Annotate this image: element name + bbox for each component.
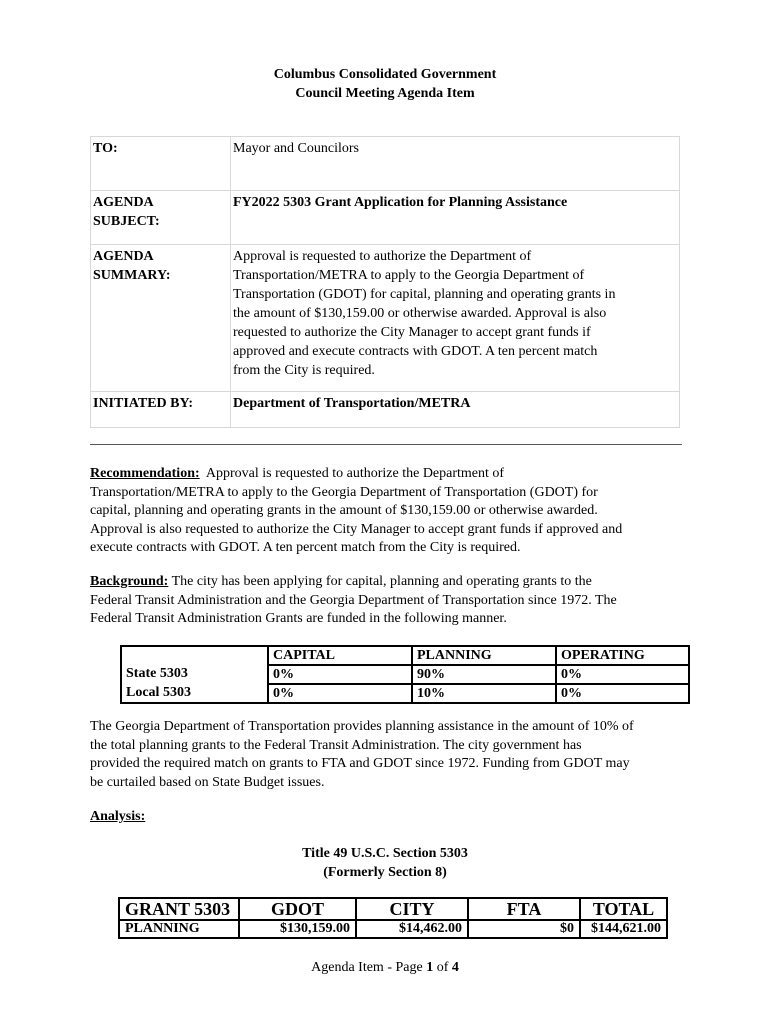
subject-label: AGENDA SUBJECT: [91, 191, 231, 245]
grant-header-total: TOTAL [580, 898, 667, 920]
funding-cell: 10% [412, 684, 556, 703]
to-value: Mayor and Councilors [231, 137, 680, 191]
summary-value: Approval is requested to authorize the Department of Transportation/METRA to apply to the Georgia Department of Transportation (GDOT) for capital, planning and operating grants in the amount of $130,159.00 or otherwise awarded. Approval is also requested to authorize the City Manager to accept grant funds if approved and execute contracts with GDOT. A ten percent match from the City is required. [231, 245, 680, 392]
grant-header-gdot: GDOT [239, 898, 356, 920]
grant-header-fta: FTA [468, 898, 580, 920]
funding-cell: 0% [556, 684, 689, 703]
analysis-title [0, 844, 770, 882]
funding-row-state [121, 665, 689, 684]
funding-corner-cell [121, 646, 268, 665]
grant-cell-fta: $0 [468, 920, 580, 938]
funding-cell: 0% [268, 665, 412, 684]
grant-header-row [119, 898, 667, 920]
initiated-label: INITIATED BY: [91, 392, 231, 428]
grant-cell-gdot: $130,159.00 [239, 920, 356, 938]
funding-header-capital: CAPITAL [268, 646, 412, 665]
funding-cell: 0% [556, 665, 689, 684]
funding-row-label: State 5303 [121, 665, 268, 684]
funding-header-row [121, 646, 689, 665]
grant-cell-total: $144,621.00 [580, 920, 667, 938]
grant-row-label: PLANNING [119, 920, 239, 938]
funding-table [120, 645, 690, 704]
funding-row-label: Local 5303 [121, 684, 268, 703]
funding-cell: 0% [268, 684, 412, 703]
analysis-heading: Analysis: [90, 809, 146, 824]
page-footer: Agenda Item - Page 1 of 4 [311, 960, 459, 975]
funding-header-operating: OPERATING [556, 646, 689, 665]
summary-label: AGENDA SUMMARY: [91, 245, 231, 392]
to-row [91, 137, 680, 191]
subject-value: FY2022 5303 Grant Application for Planning Assistance [231, 191, 680, 245]
government-name: Columbus Consolidated Government [273, 67, 497, 82]
analysis-title-line1: Title 49 U.S.C. Section 5303 [302, 846, 468, 861]
to-label: TO: [91, 137, 231, 191]
grant-header-city: CITY [356, 898, 468, 920]
recommendation-paragraph: Recommendation: Approval is requested to authorize the Department of Transportation/METRA to apply to the Georgia Department of Transportation (GDOT) for capital, planning and operating grants in the amount of $130,159.00 or otherwise awarded. Approval is also requested to authorize the City Manager to accept grant funds if approved and execute contracts with GDOT. A ten percent match from the City is required. [90, 466, 623, 555]
grant-row-planning [119, 920, 667, 938]
funding-header-planning: PLANNING [412, 646, 556, 665]
agenda-info-table [90, 136, 680, 428]
funding-cell: 90% [412, 665, 556, 684]
total-pages-number: 4 [451, 960, 459, 975]
funding-row-local [121, 684, 689, 703]
gdot-paragraph: The Georgia Department of Transportation provides planning assistance in the amount of 10% of the total planning grants to the Federal Transit Administration. The city government has provided the required match on grants to FTA and GDOT since 1972. Funding from GDOT may be curtailed based on State Budget issues. [90, 719, 634, 790]
analysis-title-line2: (Formerly Section 8) [323, 865, 447, 880]
background-paragraph: Background: The city has been applying for capital, planning and operating grants to the Federal Transit Administration and the Georgia Department of Transportation since 1972. The Federal Transit Administration Grants are funded in the following manner. [90, 574, 617, 626]
grant-cell-city: $14,462.00 [356, 920, 468, 938]
document-type: Council Meeting Agenda Item [295, 86, 475, 101]
initiated-row [91, 392, 680, 428]
summary-row [91, 245, 680, 392]
grant-table [118, 897, 668, 939]
current-page-number: 1 [426, 960, 434, 975]
subject-row [91, 191, 680, 245]
background-heading: Background: [90, 574, 169, 589]
initiated-value: Department of Transportation/METRA [231, 392, 680, 428]
section-divider [90, 444, 682, 445]
document-header [0, 65, 770, 103]
recommendation-heading: Recommendation: [90, 466, 200, 481]
grant-header-grant: GRANT 5303 [119, 898, 239, 920]
